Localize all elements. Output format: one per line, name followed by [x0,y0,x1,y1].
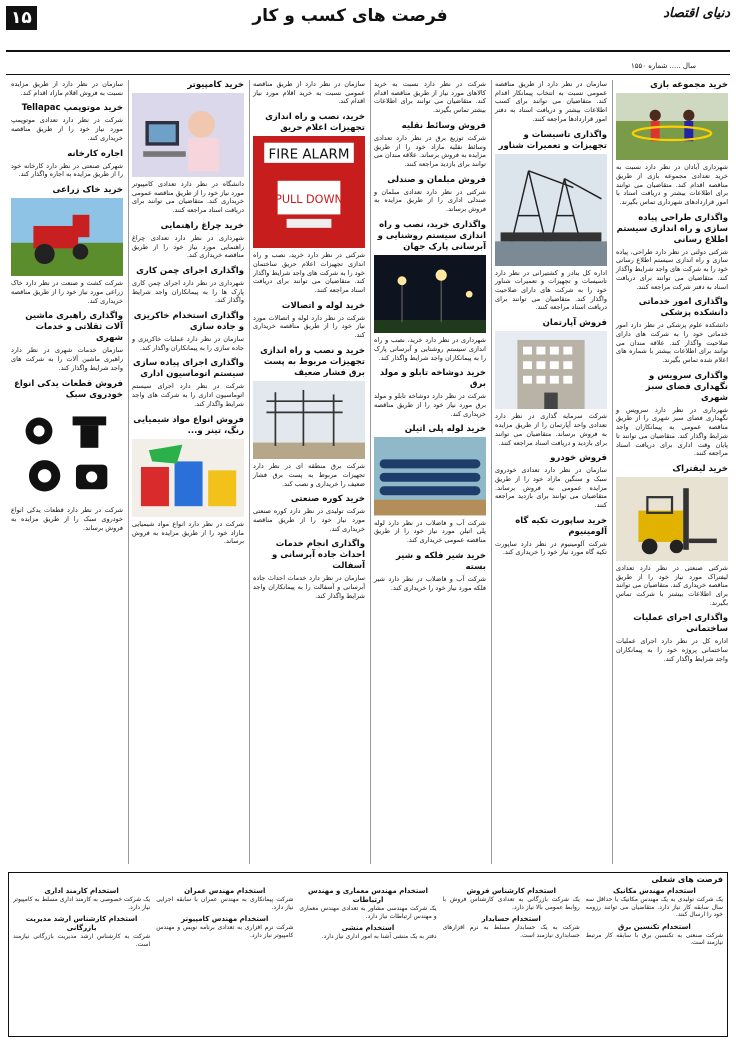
ad-title: خرید ساپورت تکیه گاه آلومینیوم [515,515,607,537]
job-ad [13,887,150,911]
ad-body: شرکتی صنعتی در نظر دارد تعدادی لیفتراک مورد نیاز خود را از طریق مناقصه خریداری کند. متقاضیان می توانند برای اطلاعات بیشتر با شرکت تماس بگیرند. [616,563,728,607]
ad-title: خرید لیفتراک [672,463,728,474]
ad-item [132,221,244,260]
job-ad-title: استخدام حسابدار [481,915,541,924]
ad-body: شرکت در نظر دارد اجرای سیستم اتوماسیون اداری را به شرکت های واجد شرایط واگذار کند. [132,382,244,408]
ad-title: خرید موتوپمپ Tellapac [21,103,123,114]
ad-body: سازمان در نظر دارد از طریق مناقصه عمومی نسبت به انتخاب پیمانکار اقدام کند. متقاضیان می توانند برای کسب اطلاعات بیشتر و دریافت اسناد به دفتر امور قراردادها مراجعه کنند. [495,80,607,123]
ad-body: شهرکی صنعتی در نظر دارد کارخانه خود را از طریق مزایده به اجاره واگذار کند. [11,161,123,179]
job-ad-title: استخدام مهندس کامپیوتر [181,915,269,924]
job-ad-title: استخدام کارمند اداری [44,887,119,895]
classifieds-box [8,872,728,1037]
ad-title: خرید مجموعه بازی [650,80,728,90]
ad-body: شهرداری آبادان در نظر دارد نسبت به خرید تعدادی مجموعه بازی از طریق مناقصه اقدام کند. متقاضیان می توانند برای اطلاعات بیشتر و دریافت اسناد با امور قراردادهای شهرداری تماس بگیرند. [616,163,728,206]
ad-item [132,80,244,215]
job-ad [156,915,293,939]
ad-body: شرکت سرمایه گذاری در نظر دارد تعدادی واحد آپارتمان را از طریق مزایده به فروش برساند. متقاضیان می توانند برای بازدید و دریافت اسناد مراجعه کنند. [495,412,607,447]
ad-item [616,297,728,365]
ad-item [11,103,123,142]
ad-item [11,80,123,97]
job-ad-body: شرکت به کارشناس ارشد مدیریت بازرگانی نیازمند است. [12,933,151,948]
ad-item [253,112,365,295]
ads-column [370,80,486,864]
ad-item [374,121,486,169]
ad-body: شهرداری در نظر دارد خرید، نصب و راه اندازی سیستم روشنایی و آبرسانی پارک را به پیمانکاران واجد شرایط واگذار کند. [374,336,486,362]
ad-body: شرکت در نظر دارد نسبت به خرید کالاهای مورد نیاز از طریق مناقصه اقدام کند. متقاضیان می توانند برای اطلاعات بیشتر تماس بگیرند. [374,80,486,115]
ad-body: شرکتی دولتی در نظر دارد طراحی، پیاده سازی و راه اندازی سیستم اطلاع رسانی خود را به شرکت های واجد شرایط واگذار کند. متقاضیان می توانند برای دریافت اسناد به دفتر شرکت مراجعه کنند. [616,247,728,291]
ad-title: واگذاری استخدام خاکریزی و جاده سازی [133,311,244,333]
masthead-rule [6,50,730,52]
ad-item [253,301,365,340]
ad-title: واگذاری اجرای عملیات ساختمانی [633,613,728,635]
ad-item [11,149,123,179]
pe-pipes-photo [374,437,486,515]
job-ad [299,887,436,920]
job-ad-body: یک شرکت خصوصی به کارمند اداری مسلط به کامپیوتر نیاز دارد. [12,896,151,911]
ad-body: سازمان خدمات شهری در نظر دارد راهبری ماشین آلات را به شرکت های واجد شرایط واگذار کند. [11,346,123,372]
ads-column [128,80,244,864]
classifieds-column [13,887,150,1033]
ad-body: شرکت آب و فاضلاب در نظر دارد شیر فلکه مورد نیاز خود را خریداری کند. [374,574,486,592]
ads-column [491,80,607,864]
ad-body: شرکت آلومینیوم در نظر دارد ساپورت تکیه گاه مورد نیاز خود را خریداری کند. [495,539,607,557]
kids-hoop-photo [616,93,728,160]
ad-body: شرکتی در نظر دارد خرید، نصب و راه اندازی تجهیزات اعلام حریق ساختمان خود را به شرکت های واجد شرایط واگذار کند. متقاضیان می توانند برای دریافت اسناد مراجعه کنند. [253,251,365,294]
ad-body: شرکت در نظر دارد لوله و اتصالات مورد نیاز خود را از طریق مناقصه خریداری کند. [253,313,365,340]
ad-body: شرکت در نظر دارد دوشاخه تابلو و مولد برق مورد نیاز خود را از طریق مناقصه خریداری کند. [374,392,486,418]
job-ad-body: شرکت نرم افزاری به تعدادی برنامه نویس و مهندس کامپیوتر نیاز دارد. [156,924,294,939]
classifieds-column [443,887,580,1033]
ad-item [374,220,486,363]
ad-item [616,613,728,663]
ad-body: شرکت در نظر دارد انواع مواد شیمیایی مازاد خود را از طریق مزایده به فروش برساند. [132,519,244,546]
ad-title: فروش قطعات یدکی انواع خودروی سبک [14,378,123,400]
ad-title: خرید، نصب و راه اندازی تجهیزات اعلام حریق [265,112,365,134]
ad-item [11,379,123,533]
job-ad-body: شرکت به یک حسابدار مسلط به نرم افزارهای حسابداری نیازمند است. [442,924,580,939]
ad-title: خرید خاک زراعی [52,184,123,195]
svg-text:FIRE ALARM: FIRE ALARM [268,147,350,163]
page-number: ۱۵ [6,6,37,30]
ad-title: واگذاری خرید، نصب و راه اندازی سیستم روشنایی و آبرسانی پارک جهان [377,219,486,252]
ad-title: واگذاری اجرای پیاده سازی سیستم اتوماسیون اداری [132,358,244,380]
ad-item [253,494,365,533]
ad-item [132,415,244,547]
job-ad-body: شرکت پیمانکاری به مهندس عمران با سابقه اجرایی نیاز دارد. [156,896,294,911]
job-ad-body: یک شرکت بازرگانی به تعدادی کارشناس فروش با روابط عمومی بالا نیاز دارد. [442,896,580,911]
ad-body: شهرداری در نظر دارد سرویس و نگهداری فضای سبز شهری را از طریق مناقصه عمومی به پیمانکاران واجد شرایط واگذار کند. متقاضیان می توانند تا پایان وقت اداری برای دریافت اسناد مراجعه کنند. [616,405,728,458]
paint-buckets-photo [132,439,244,517]
ad-body: شرکت در نظر دارد تعدادی موتوپمپ مورد نیاز خود را از طریق مناقصه خریداری کند. [11,116,123,142]
job-ad [443,887,580,911]
ad-item [132,358,244,408]
ad-item [253,346,365,489]
ad-item [132,266,244,305]
ad-item [132,311,244,352]
apartment-building-photo [495,331,607,409]
ad-item [616,213,728,292]
car-parts-photo [11,403,123,504]
svg-text:PULL DOWN: PULL DOWN [275,193,343,207]
ad-title: خرید شیر فلکه و شیر بسته [395,550,486,572]
ads-columns [8,80,728,864]
ad-body: اداره کل در نظر دارد اجرای عملیات ساختمانی پروژه خود را به پیمانکاران واجد شرایط واگذار کند. [616,637,728,663]
ad-body: شهرداری در نظر دارد اجرای چمن کاری پارک ها را به پیمانکاران واجد شرایط واگذار کند. [132,278,244,305]
ad-item [374,80,486,115]
ad-item [616,464,728,608]
ad-body: اداره کل بنادر و کشتیرانی در نظر دارد تاسیسات و تجهیزات و تعمیرات شناور خود را به شرکت های دارای صلاحیت واگذار کند. متقاضیان می توانند برای دریافت اسناد مراجعه کنند. [495,268,607,312]
ad-item [616,371,728,458]
ad-item [495,130,607,313]
ad-item [495,516,607,557]
job-ad [586,887,723,919]
ad-body: شرکت برق منطقه ای در نظر دارد تجهیزات مربوط به پست برق فشار ضعیف را خریداری و نصب کند. [253,462,365,488]
ads-column [8,80,123,864]
ad-body: شرکت در نظر دارد قطعات یدکی انواع خودروی سبک را از طریق مزایده به فروش برساند. [11,506,123,532]
farm-machine-photo [11,198,123,276]
ad-body: شرکت کشت و صنعت در نظر دارد خاک زراعی مورد نیاز خود را از طریق مناقصه خریداری کند. [11,279,123,305]
ad-title: واگذاری تاسیسات و تجهیزات و تعمیرات شناور [498,129,607,151]
ad-title: واگذاری انجام خدمات احداث جاده آبرسانی و آسفالت [272,539,365,572]
ad-body: سازمان در نظر دارد خدمات احداث جاده آبرسانی و آسفالت را به پیمانکاران واجد شرایط واگذار کند. [253,574,365,600]
ad-body: شرکتی در نظر دارد تعدادی مبلمان و صندلی اداری را از طریق مزایده به فروش برساند. [374,187,486,214]
ad-body: شرکت آب و فاضلاب در نظر دارد لوله پلی اتیلن مورد نیاز خود را از طریق مناقصه عمومی خریداری کند. [374,518,486,545]
ad-body: شرکت تولیدی در نظر دارد کوره صنعتی مورد نیاز خود را از طریق مناقصه خریداری کند. [253,507,365,533]
park-lights-photo [374,255,486,333]
ad-item [253,80,365,106]
classifieds-title: فرصت های شغلی [651,875,723,884]
ad-title: واگذاری امور خدماتی دانشکده پزشکی [638,297,728,319]
ads-column [612,80,728,864]
classifieds-column [586,887,723,1033]
ad-title: واگذاری طراحی پیاده سازی و راه اندازی سیستم اطلاع رسانی [616,212,728,245]
job-ad [443,915,580,939]
ad-body: سازمان در نظر دارد از طریق مزایده نسبت به فروش اقلام مازاد اقدام کند. [11,80,123,97]
job-ad-body: دفتر به یک منشی آشنا به امور اداری نیاز دارد. [321,933,437,941]
ad-title: واگذاری اجرای چمن کاری [136,265,244,276]
harbor-cranes-photo [495,154,607,266]
job-ad [586,923,723,947]
ad-title: واگذاری سرویس و نگهداری فضای سبز شهری [645,370,728,403]
job-ad [299,924,436,941]
ad-title: خرید لوله پلی اتیلن [404,424,486,435]
power-substation-photo [253,381,365,459]
job-ad-title: استخدام تکنسین برق [618,922,691,931]
ad-title: فروش آپارتمان [542,318,607,329]
ad-title: اجاره کارخانه [67,148,123,159]
ad-item [374,175,486,214]
job-ad-title: استخدام کارشناس ارشد مدیریت بازرگانی [25,915,138,933]
forklift-photo [616,477,728,561]
ad-item [11,185,123,306]
ad-item [11,311,123,372]
ads-column [249,80,365,864]
job-ad-title: استخدام کارشناس فروش [466,887,556,895]
ad-body: سازمان در نظر دارد از طریق مناقصه عمومی نسبت به خرید اقلام مورد نیاز اقدام کند. [253,80,365,106]
ad-title: خرید و نصب و راه اندازی تجهیزات مربوط به پست برق فشار ضعیف [260,345,365,378]
job-ad-body: یک شرکت تولیدی به یک مهندس مکانیک با حداقل سه سال سابقه کار نیاز دارد. متقاضیان می توانند رزومه خود را ارسال کنند. [585,896,723,919]
section-header [252,6,447,26]
ad-item [374,368,486,418]
job-ad-title: استخدام مهندس عمران [184,887,266,895]
job-ad-title: استخدام مهندس معماری و مهندس ارتباطات [308,887,428,904]
ad-body: شهرداری در نظر دارد تعدادی چراغ راهنمایی مورد نیاز خود را از طریق مناقصه خریداری کند. [132,233,244,260]
dateline: سال ..... شماره ۱۵۵۰ [630,62,696,70]
ad-item [374,551,486,592]
classifieds-column [299,887,436,1033]
classifieds-column [156,887,293,1033]
ad-title: واگذاری راهبری ماشین آلات ثقلاتی و خدمات شهری [25,311,123,344]
ad-body: شرکت توزیع برق در نظر دارد تعدادی وسائط نقلیه مازاد خود را از طریق مزایده به فروش برساند. علاقه مندان می توانند برای بازدید مراجعه کنند. [374,133,486,168]
newspaper-logo: دنیای اقتصاد [663,6,730,21]
ad-item [616,80,728,207]
masthead [6,6,730,36]
ad-title: خرید دوشاخه تابلو و مولد برق [379,368,486,390]
ad-item [495,318,607,447]
ad-title: خرید لوله و اتصالات [281,300,365,311]
job-ad-title: استخدام مهندس مکانیک [612,887,696,895]
ad-body: سازمان در نظر دارد عملیات خاکریزی و جاده سازی را به پیمانکاران واگذار کند. [132,335,244,352]
job-ad-body: یک شرکت مهندسی مشاور به تعدادی مهندس معماری و مهندس ارتباطات نیاز دارد. [299,905,437,920]
ad-body: دانشکده علوم پزشکی در نظر دارد امور خدماتی خود را به شرکت های دارای صلاحیت واگذار کند. علاقه مندان می توانند برای اطلاعات بیشتر با شماره های اعلام شده تماس بگیرند. [616,321,728,365]
ad-title: فروش وسائط نقلیه [401,120,486,131]
ad-item [374,424,486,545]
fire-alarm-photo [253,136,365,248]
job-ad-body: شرکت صنعتی به تکنسین برق با سابقه کار مرتبط نیازمند است. [585,931,723,947]
ad-item [495,453,607,510]
ad-title: خرید کامپیوتر [187,80,244,90]
ad-title: فروش خودرو [550,453,607,464]
ad-body: دانشگاه در نظر دارد تعدادی کامپیوتر مورد نیاز خود را از طریق مناقصه عمومی خریداری کند. متقاضیان می توانند برای دریافت اسناد مراجعه کنند. [132,180,244,215]
job-ad-title: استخدام منشی [341,924,395,933]
ad-title: خرید کوره صنعتی [290,494,365,505]
section-title: فرصت های کسب و کار [252,6,448,26]
ad-title: فروش مبلمان و صندلی [387,174,486,185]
ad-item [253,539,365,600]
dateline-rule [6,74,730,75]
computer-child-photo [132,93,244,177]
classifieds-grid [13,887,723,1033]
job-ad [13,915,150,948]
ad-title: خرید چراغ راهنمایی [160,220,244,231]
ad-item [495,80,607,124]
ad-body: سازمان در نظر دارد تعدادی خودروی سبک و سنگین مازاد خود را از طریق مزایده عمومی به فروش برساند. متقاضیان می توانند برای بازدید مراجعه کنند. [495,466,607,510]
ad-title: فروش انواع مواد شیمیایی رنگ، تینر و... [133,414,244,436]
job-ad [156,887,293,911]
